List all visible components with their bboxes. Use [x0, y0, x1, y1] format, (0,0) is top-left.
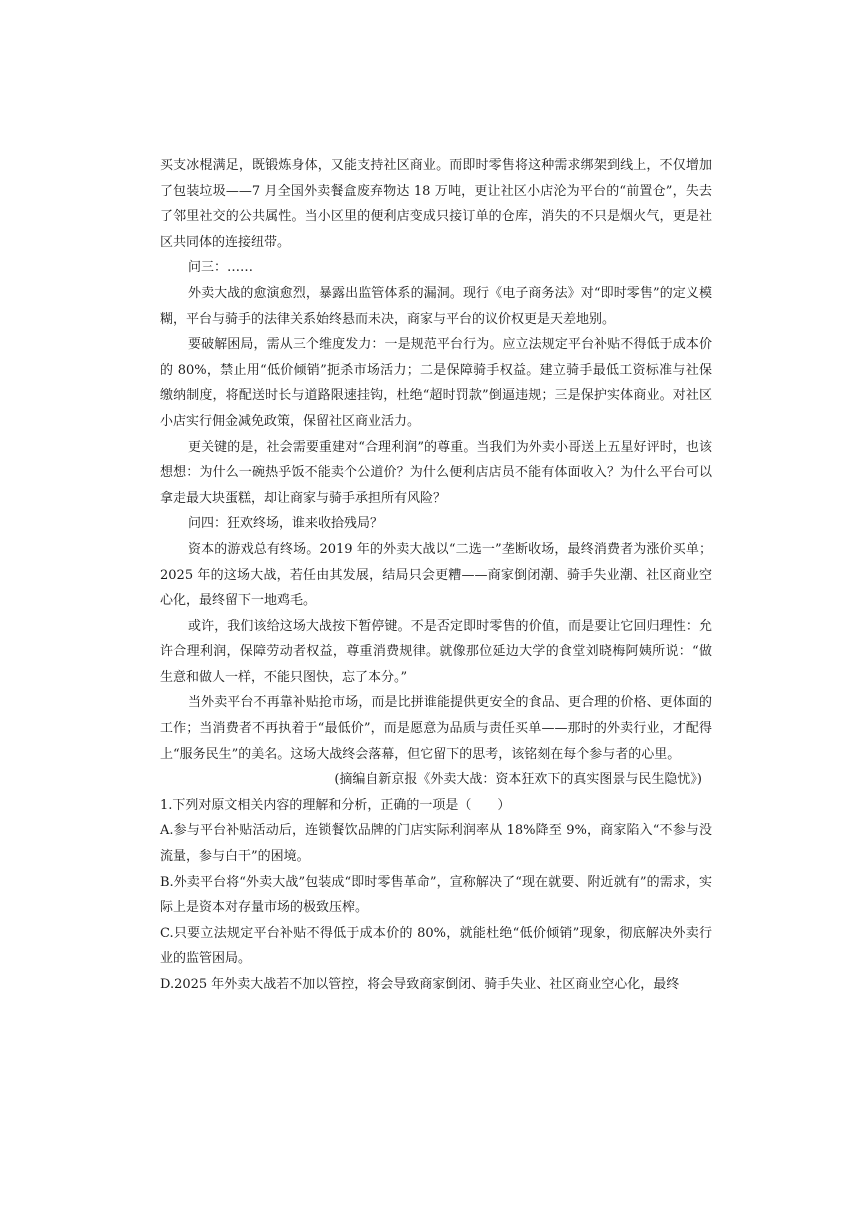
paragraph-three-dimensions: 要破解困局，需从三个维度发力：一是规范平台行为。应立法规定平台补贴不得低于成本价的 80%，禁止用“低价倾销”扼杀市场活力；二是保障骑手权益。建立骑手最低工资标准与社保缴纳制度，将配送时长与道路限速挂钩，杜绝“超时罚款”倒逼违规；三是保护实体商业。对社区小店实行佣金减免政策，保留社区商业活力。 — [160, 337, 712, 429]
paragraph-pause-button: 或许，我们该给这场大战按下暂停键。不是否定即时零售的价值，而是要让它回归理性：允许合理利润，保障劳动者权益，尊重消费规律。就像那位延边大学的食堂刘晓梅阿姨所说：“做生意和做人一样，不能只图快，忘了本分。” — [160, 618, 712, 685]
section-heading-question-three: 问三：…… — [188, 260, 254, 276]
paragraph-community-commerce: 买支冰棍满足，既锻炼身体，又能支持社区商业。而即时零售将这种需求绑架到线上，不仅增加了包装垃圾——7 月全国外卖餐盒废弃物达 18 万吨，更让社区小店沦为平台的“前置仓”，失去了邻里社交的公共属性。当小区里的便利店变成只接订单的仓库，消失的不只是烟火气，更是社区共同体的连接纽带。 — [160, 158, 712, 250]
option-c: C.只要立法规定平台补贴不得低于成本价的 80%，就能杜绝“低价倾销”现象，彻底解决外卖行业的监管困局。 — [160, 925, 712, 967]
option-a: A.参与平台补贴活动后，连锁餐饮品牌的门店实际利润率从 18%降至 9%，商家陷入“不参与没流量，参与白干”的困境。 — [160, 823, 712, 865]
paragraph-regulation-gap: 外卖大战的愈演愈烈，暴露出监管体系的漏洞。现行《电子商务法》对“即时零售”的定义模糊，平台与骑手的法律关系始终悬而未决，商家与平台的议价权更是天差地别。 — [160, 285, 712, 327]
paragraph-capital-game: 资本的游戏总有终场。2019 年的外卖大战以“二选一”垄断收场，最终消费者为涨价买单；2025 年的这场大战，若任由其发展，结局只会更糟——商家倒闭潮、骑手失业潮、社区商业空心化，最终留下一地鸡毛。 — [160, 541, 712, 609]
document-page — [160, 153, 712, 998]
option-b: B.外卖平台将“外卖大战”包装成“即时零售革命”，宣称解决了“现在就要、附近就有”的需求，实际上是资本对存量市场的极致压榨。 — [160, 874, 712, 916]
paragraph-reasonable-profit: 更关键的是，社会需要重建对“合理利润”的尊重。当我们为外卖小哥送上五星好评时，也该想想：为什么一碗热乎饭不能卖个公道价？为什么便利店店员不能有体面收入？为什么平台可以拿走最大块蛋糕，却让商家与骑手承担所有风险？ — [160, 439, 712, 506]
paragraph-conclusion: 当外卖平台不再靠补贴抢市场，而是比拼谁能提供更安全的食品、更合理的价格、更体面的工作；当消费者不再执着于“最低价”，而是愿意为品质与责任买单——那时的外卖行业，才配得上“服务民生”的美名。这场大战终会落幕，但它留下的思考，该铭刻在每个参与者的心里。 — [160, 695, 712, 762]
question-stem: 1.下列对原文相关内容的理解和分析，正确的一项是（ ） — [160, 797, 511, 813]
source-citation: (摘编自新京报《外卖大战：资本狂欢下的真实图景与民生隐忧》) — [334, 772, 702, 788]
option-d: D.2025 年外卖大战若不加以管控，将会导致商家倒闭、骑手失业、社区商业空心化，最终 — [160, 977, 680, 992]
section-heading-question-four: 问四：狂欢终场，谁来收拾残局？ — [188, 516, 384, 532]
